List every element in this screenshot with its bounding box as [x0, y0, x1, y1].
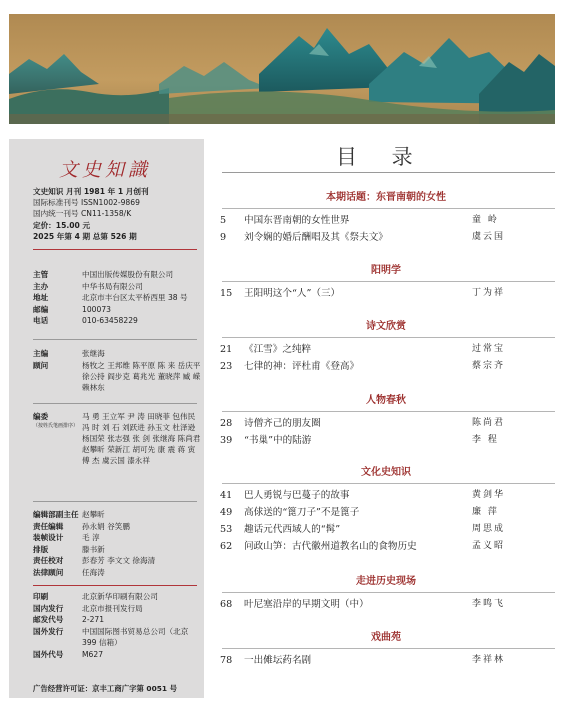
- section-heading-text: 诗文欣赏: [366, 321, 406, 332]
- field-label: 国外发行: [33, 626, 64, 636]
- board-note: （按姓氏笔画排序）: [33, 422, 79, 429]
- staff-block: [33, 509, 201, 579]
- field-label: 国内发行: [33, 603, 64, 613]
- article-author: 蔡宗齐: [472, 361, 506, 371]
- field-label: 邮发代号: [33, 615, 64, 625]
- page-number: 53: [220, 524, 233, 535]
- article-author: 陈尚君: [472, 418, 506, 428]
- field-label: 地址: [33, 293, 49, 303]
- toc-title-rule: [222, 172, 555, 173]
- field-value: 北京新华印刷有限公司: [82, 592, 158, 601]
- article-title: 王阳明这个“人”（三）: [244, 288, 341, 299]
- section-rule: [222, 592, 555, 593]
- toc-item[interactable]: [216, 596, 556, 613]
- page-number: 23: [220, 361, 233, 372]
- field-value: M627: [82, 649, 104, 659]
- article-author: 黄剑华: [472, 490, 506, 500]
- field-value: 彭春芳 李文文 徐海清: [82, 556, 156, 566]
- divider: [33, 339, 197, 340]
- page-number: 9: [220, 232, 227, 243]
- editors-block: [33, 348, 201, 394]
- board-label: 编委: [33, 412, 49, 421]
- field-label: 责任校对: [33, 556, 64, 566]
- toc-item[interactable]: [216, 229, 556, 246]
- info-line: 国内统一刊号 CN11-1358/K: [33, 209, 132, 219]
- divider: [33, 501, 197, 502]
- section-heading-text: 人物春秋: [366, 395, 406, 406]
- field-label: 顾问: [33, 360, 49, 370]
- toc-item[interactable]: [216, 521, 556, 538]
- publisher-block: [33, 269, 201, 327]
- field-label: 国外代号: [33, 649, 64, 659]
- field-label: [33, 411, 82, 491]
- field-label: 编辑部副主任: [33, 510, 79, 519]
- toc-item[interactable]: [216, 415, 556, 432]
- toc-item[interactable]: [216, 285, 556, 302]
- distribution-block: [33, 591, 201, 660]
- toc-section: [216, 191, 556, 246]
- field-value: 张继海: [82, 349, 105, 358]
- section-heading-text: 本期话题：东晋南朝的女性: [326, 192, 446, 203]
- page-number: 78: [220, 655, 233, 666]
- section-heading: [216, 320, 556, 334]
- article-title: 《江雪》之纯粹: [244, 344, 312, 355]
- page-number: 41: [220, 490, 233, 501]
- field-value: 任海涛: [82, 567, 105, 577]
- field-value: 北京市报刊发行局: [82, 603, 143, 613]
- section-rule: [222, 411, 555, 412]
- section-rule: [222, 337, 555, 338]
- section-rule: [222, 483, 555, 484]
- page-number: 49: [220, 507, 233, 518]
- toc-section: [216, 394, 556, 449]
- section-heading: [216, 575, 556, 589]
- divider: [33, 585, 197, 586]
- article-author: 丁为祥: [472, 288, 506, 298]
- field-value: 中华书局有限公司: [82, 281, 143, 291]
- field-value: 中国国际图书贸易总公司（北京 399 信箱）: [82, 626, 189, 647]
- toc-section: [216, 264, 556, 302]
- field-value: 赵攀昕: [82, 510, 105, 519]
- field-label: 排版: [33, 544, 49, 554]
- toc-section: [216, 575, 556, 613]
- article-title: 中国东晋南朝的女性世界: [244, 215, 350, 226]
- page-number: 39: [220, 435, 233, 446]
- field-value: 马 勇 王立军 尹 涛 田晓菲 包伟民 冯 时 刘 石 刘跃进 孙玉文 杜泽逊 杨国荣 张志强 张 剑 张继海 陈尚君 赵攀昕 荣新江 胡可先 康 震 蒋 寅 傅 杰 虞云国 漆永祥: [82, 412, 201, 465]
- section-rule: [222, 208, 555, 209]
- section-rule: [222, 281, 555, 282]
- article-author: 虞云国: [472, 232, 506, 242]
- field-value: 杨牧之 王邦维 陈平原 陈 来 岳庆平 徐公持 阎步克 葛兆光 董晓萍 臧 嵘 赖林东: [82, 360, 201, 392]
- toc-section: [216, 320, 556, 375]
- field-label: 责任编辑: [33, 521, 64, 531]
- field-label: 法律顾问: [33, 567, 64, 577]
- field-value: 100073: [82, 304, 111, 314]
- toc-item[interactable]: [216, 358, 556, 375]
- page-number: 5: [220, 215, 227, 226]
- section-heading: [216, 466, 556, 480]
- info-line: 定价：15.00 元: [33, 220, 91, 230]
- article-author: 李鸣飞: [472, 599, 506, 609]
- field-label: 主管: [33, 270, 49, 279]
- field-label: 主编: [33, 349, 49, 358]
- section-heading: [216, 191, 556, 205]
- field-value: 滕书新: [82, 544, 105, 554]
- section-heading: [216, 631, 556, 645]
- article-title: 巴人勇锐与巴蔓子的故事: [244, 490, 350, 501]
- field-value: 2-271: [82, 615, 105, 625]
- info-line: 国际标准刊号 ISSN1002-9869: [33, 198, 140, 208]
- section-rule: [222, 648, 555, 649]
- article-author: 童 岭: [472, 215, 499, 225]
- article-author: 李 程: [472, 435, 499, 445]
- section-heading-text: 文化史知识: [361, 467, 411, 478]
- field-value: 010-63458229: [82, 316, 138, 326]
- ad-license: 广告经营许可证：京丰工商广字第 0051 号: [33, 684, 177, 693]
- article-title: 趣话元代西域人的“髯”: [244, 524, 341, 535]
- article-author: 孟义昭: [472, 541, 506, 551]
- page-number: 21: [220, 344, 233, 355]
- toc-item[interactable]: [216, 652, 556, 669]
- article-author: 周思成: [472, 524, 506, 534]
- page-number: 68: [220, 599, 233, 610]
- toc-item[interactable]: [216, 504, 556, 521]
- page-number: 28: [220, 418, 233, 429]
- section-heading-text: 戏曲苑: [371, 632, 401, 643]
- divider: [33, 249, 197, 250]
- divider: [33, 403, 197, 404]
- toc-item[interactable]: [216, 212, 556, 229]
- article-author: 廉 萍: [472, 507, 499, 517]
- field-label: 邮编: [33, 304, 49, 314]
- section-heading-text: 阳明学: [371, 265, 401, 276]
- article-title: “书巢”中的陆游: [244, 435, 312, 446]
- toc-section: [216, 631, 556, 669]
- section-heading: [216, 394, 556, 408]
- landscape-painting-icon: [9, 14, 555, 124]
- toc-item[interactable]: [216, 487, 556, 504]
- article-title: 高俅送的“篦刀子”不是篦子: [244, 507, 360, 518]
- field-value: 北京市丰台区太平桥西里 38 号: [82, 293, 188, 303]
- page-number: 62: [220, 541, 233, 552]
- field-label: 电话: [33, 316, 49, 326]
- field-label: 装帧设计: [33, 533, 64, 543]
- article-title: 七律的神：评杜甫《登高》: [244, 361, 360, 372]
- masthead-logo: 文史知識: [59, 159, 152, 181]
- field-value: 中国出版传媒股份有限公司: [82, 270, 174, 279]
- article-author: 过常宝: [472, 344, 506, 354]
- page-number: 15: [220, 288, 233, 299]
- toc-section: [216, 466, 556, 555]
- field-label: 主办: [33, 281, 49, 291]
- article-author: 李祥林: [472, 655, 506, 665]
- section-heading: [216, 264, 556, 278]
- toc-item[interactable]: [216, 538, 556, 555]
- field-value: 毛 淳: [82, 533, 100, 543]
- masthead-panel: [9, 139, 204, 698]
- banner-painting: [9, 14, 555, 124]
- info-line: 2025 年第 4 期 总第 526 期: [33, 231, 137, 241]
- field-value: 孙永娟 谷笑鹏: [82, 521, 130, 531]
- article-title: 一出傩坛药名剧: [244, 655, 312, 666]
- section-heading-text: 走进历史现场: [356, 576, 416, 587]
- toc-item[interactable]: [216, 341, 556, 358]
- info-line: 文史知识 月刊 1981 年 1 月创刊: [33, 187, 149, 196]
- article-title: 问政山笋：古代徽州道教名山的食物历史: [244, 541, 417, 552]
- board-block: [33, 411, 201, 491]
- masthead-info: [33, 186, 201, 242]
- field-label: 印刷: [33, 592, 49, 601]
- article-title: 叶尼塞沿岸的早期文明（中）: [244, 599, 369, 610]
- article-title: 刘令娴的婚后酬唱及其《祭夫文》: [244, 232, 388, 243]
- article-title: 诗僧齐己的朋友圈: [244, 418, 321, 429]
- toc-title: 目 录: [336, 145, 427, 169]
- toc-item[interactable]: [216, 432, 556, 449]
